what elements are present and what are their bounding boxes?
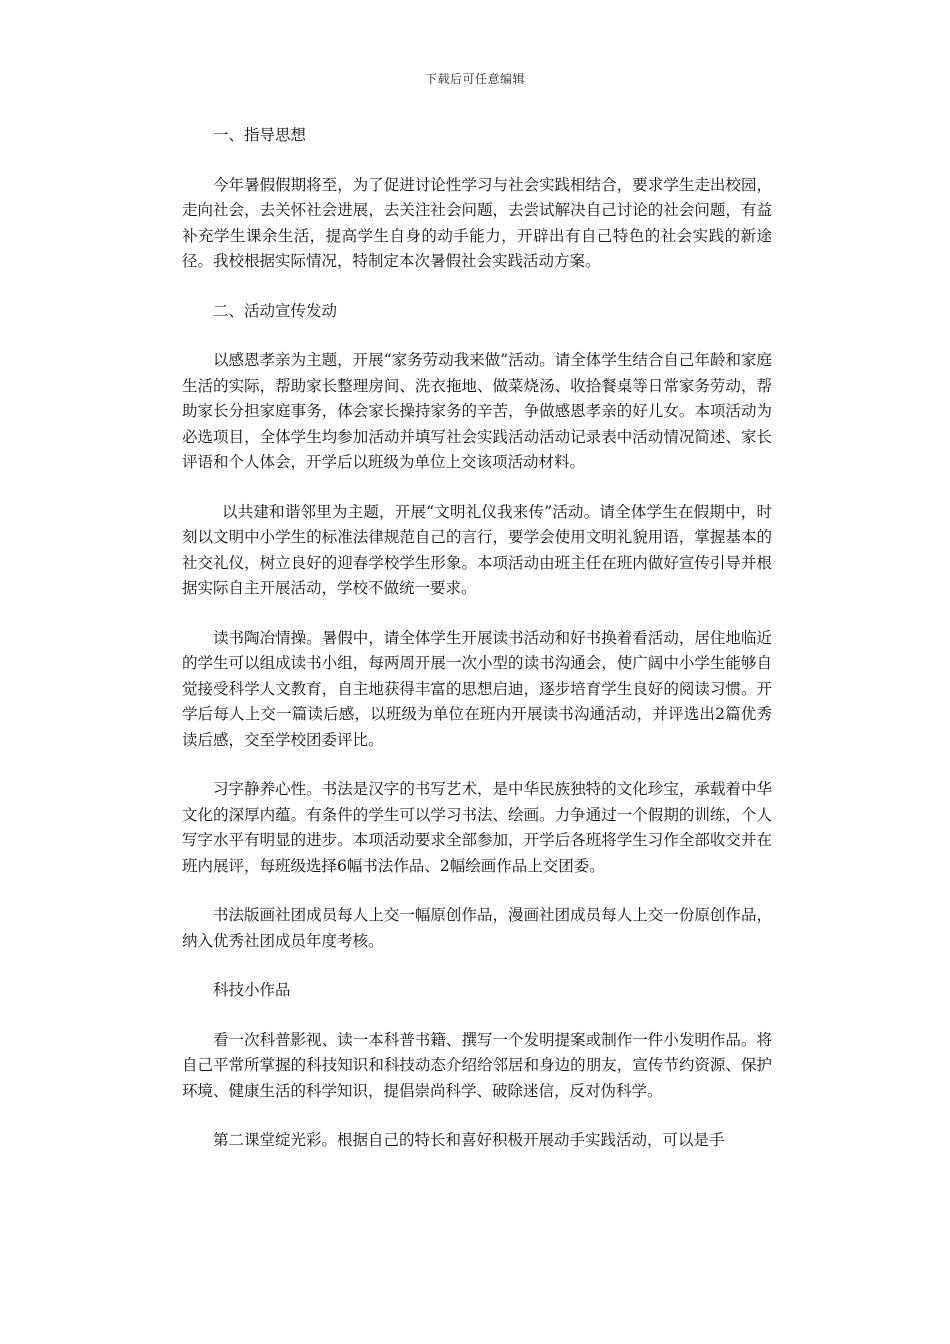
spacer bbox=[182, 954, 772, 978]
spacer bbox=[182, 753, 772, 777]
spacer bbox=[182, 602, 772, 626]
spacer bbox=[182, 149, 772, 173]
paragraph-calligraphy: 习字静养心性。书法是汉字的书写艺术，是中华民族独特的文化珍宝，承载着中华文化的深厚内蕴。有条件的学生可以学习书法、绘画。力争通过一个假期的训练，个人写字水平有明显的进步。本项活动要求全部参加，开学后各班将学生习作全部收交并在班内展评，每班级选择6幅书法作品、2幅绘画作品上交团委。 bbox=[182, 780, 772, 875]
spacer bbox=[182, 476, 772, 500]
page-header: 下载后可任意编辑 bbox=[424, 72, 525, 86]
document-body bbox=[182, 123, 772, 1154]
paragraph-clubs: 书法版画社团成员每人上交一幅原创作品，漫画社团成员每人上交一份原创作品，纳入优秀社团成员年度考核。 bbox=[182, 906, 772, 950]
section-heading-activity-promotion: 二、活动宣传发动 bbox=[213, 301, 338, 320]
spacer bbox=[182, 1004, 772, 1028]
paragraph-family-chores: 以感恩孝亲为主题，开展“家务劳动我来做”活动。请全体学生结合自己年龄和家庭生活的实际，帮助家长整理房间、洗衣拖地、做菜烧汤、收拾餐桌等日常家务劳动，帮助家长分担家庭事务，体会家长操持家务的辛苦，争做感恩孝亲的好儿女。本项活动为必选项目，全体学生均参加活动并填写社会实践活动活动记录表中活动情况简述、家长评语和个人体会，开学后以班级为单位上交该项活动材料。 bbox=[182, 351, 772, 471]
spacer bbox=[182, 275, 772, 299]
paragraph-reading: 读书陶冶情操。暑假中，请全体学生开展读书活动和好书换着看活动，居住地临近的学生可以组成读书小组，每两周开展一次小型的读书沟通会，使广阔中小学生能够自觉接受科学人文教育，自主地获得丰富的思想启迪，逐步培育学生良好的阅读习惯。开学后每人上交一篇读后感，以班级为单位在班内开展读书沟通活动，并评选出2篇优秀读后感，交至学校团委评比。 bbox=[182, 628, 772, 749]
subheading-tech-works: 科技小作品 bbox=[213, 981, 291, 999]
paragraph-etiquette: 以共建和谐邻里为主题，开展“文明礼仪我来传”活动。请全体学生在假期中，时刻以文明中小学生的标准法律规范自己的言行，要学会使用文明礼貌用语，掌握基本的社交礼仪，树立良好的迎春学校学生形象。本项活动由班主任在班内做好宣传引导并根据实际自主开展活动，学校不做统一要求。 bbox=[182, 502, 772, 597]
spacer bbox=[182, 1104, 772, 1128]
paragraph-guiding-ideology: 今年暑假假期将至，为了促进讨论性学习与社会实践相结合，要求学生走出校园，走向社会，去关怀社会进展，去关注社会问题，去尝试解决自己讨论的社会问题，有益补充学生课余生活，提高学生自身的动手能力，开辟出有自己特色的社会实践的新途径。我校根据实际情况，特制定本次暑假社会实践活动方案。 bbox=[182, 175, 772, 270]
paragraph-tech-works: 看一次科普影视、读一本科普书籍、撰写一个发明提案或制作一件小发明作品。将自己平常所掌握的科技知识和科技动态介绍给邻居和身边的朋友，宣传节约资源、保护环境、健康生活的科学知识，提倡崇尚科学、破除迷信，反对伪科学。 bbox=[182, 1030, 772, 1100]
spacer bbox=[182, 324, 772, 348]
spacer bbox=[182, 879, 772, 903]
paragraph-second-classroom: 第二课堂绽光彩。根据自己的特长和喜好积极开展动手实践活动，可以是手 bbox=[213, 1131, 725, 1149]
section-heading-guiding-ideology: 一、指导思想 bbox=[213, 126, 307, 144]
